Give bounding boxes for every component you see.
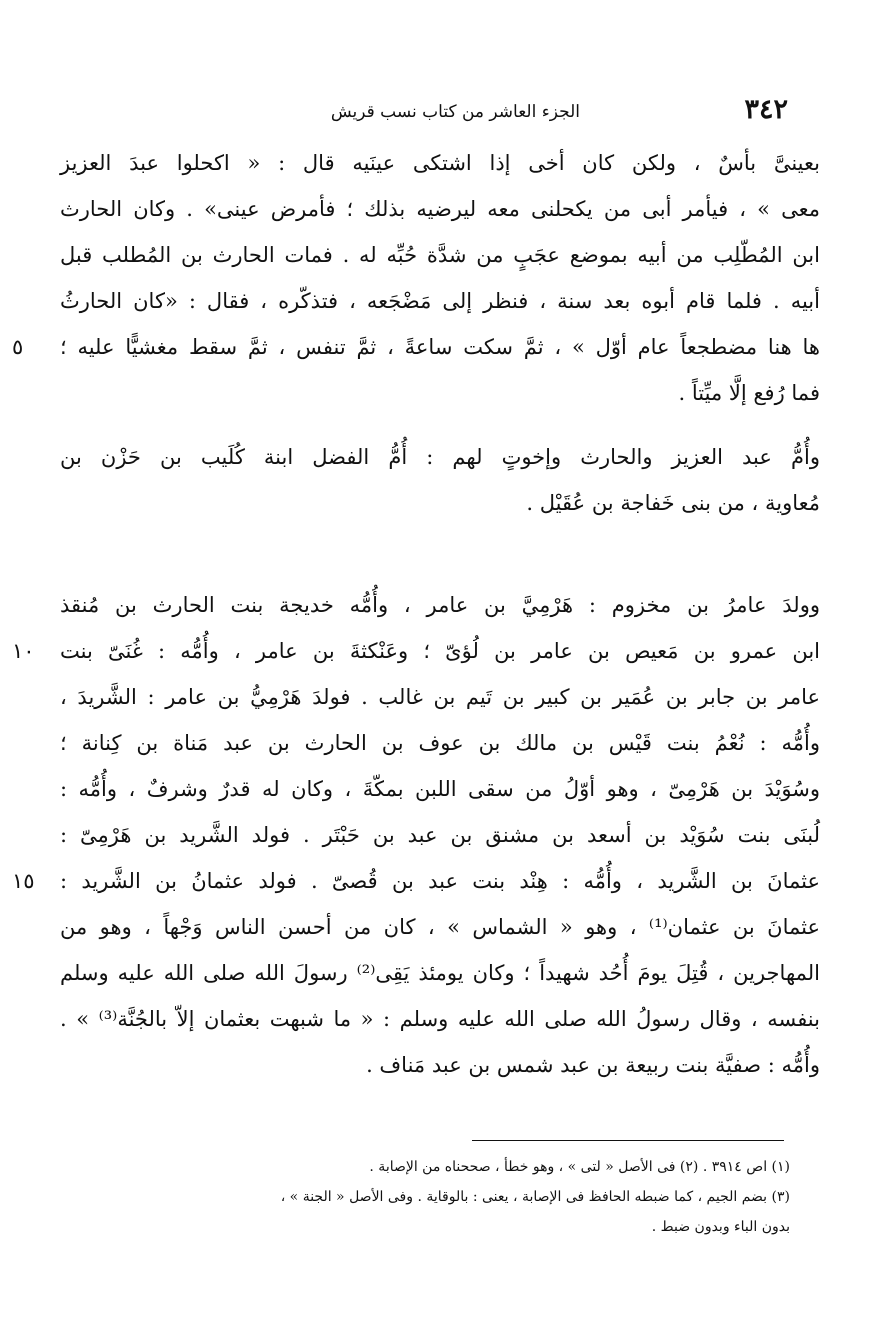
text-line: وسُوَيْدَ بن هَرْمِىّ ، وهو أوّلُ من سقى اللبن بمكّةَ ، وكان له قدرٌ وشرفٌ ، وأُمُّه : xyxy=(60,777,820,801)
text-line: بنفسه ، وقال رسولُ الله صلى الله عليه وسلم : « ما شبهت بعثمان إلاّ بالجُنَّة⁽³⁾ » . xyxy=(60,1007,820,1031)
text-line: وأُمُّ عبد العزيز والحارث وإخوتٍ لهم : أُمُّ الفضل ابنة كُلَيب بن حَزْن بن xyxy=(60,445,820,469)
text-line: ٥ ها هنا مضطجعاً عام أوّل » ، ثمَّ سكت ساعةً ، ثمَّ تنفس ، ثمَّ سقط مغشيًّا عليه ؛ xyxy=(60,324,820,370)
footnotes xyxy=(100,1152,790,1242)
footnote: بدون الباء وبدون ضبط . xyxy=(651,1219,790,1235)
paragraph xyxy=(60,434,820,526)
text-line: ابن المُطّلِب من أبيه بموضع عجَبٍ من شدَّة حُبِّه له . فمات الحارث بن المُطلب قبل xyxy=(60,243,820,267)
text-line: عثمانَ بن عثمان⁽¹⁾ ، وهو « الشماس » ، كان من أحسن الناس وَجْهاً ، وهو من xyxy=(60,915,820,939)
line-number: ٥ xyxy=(12,335,24,359)
line-number: ١٥ xyxy=(12,869,35,893)
text-line: معى » ، فيأمر أبى من يكحلنى معه ليرضيه بذلك ؛ فأمرض عينى» . وكان الحارث xyxy=(60,197,820,221)
text-line: وأُمُّه : صفيَّة بنت ربيعة بن عبد شمس بن عبد مَناف . xyxy=(366,1053,820,1077)
text-line: المهاجرين ، قُتِلَ يومَ أُحُد شهيداً ؛ وكان يومئذ يَقِى⁽²⁾ رسولَ الله صلى الله عليه وسلم xyxy=(60,961,820,985)
paragraph xyxy=(12,140,820,416)
text-line: أبيه . فلما قام أبوه بعد سنة ، فنظر إلى مَضْجَعه ، فتذكّره ، فقال : «كان الحارثُ xyxy=(60,289,820,313)
text-line: لُبنَى بنت سُوَيْد بن أسعد بن مشنق بن عبد بن حَبْتَر . فولد الشَّريد بن هَرْمِىّ : xyxy=(60,823,820,847)
text-line: مُعاوية ، من بنى خَفاجة بن عُقَيْل . xyxy=(526,491,820,515)
text-line: وولدَ عامرُ بن مخزوم : هَرْمِيَّ بن عامر ، وأُمُّه خديجة بنت الحارث بن مُنقذ xyxy=(60,593,820,617)
text-line: بعينىَّ بأسٌ ، ولكن كان أخى إذا اشتكى عينَيه قال : « اكحلوا عبدَ العزيز xyxy=(60,151,820,175)
text-line: ١٠ ابن عمرو بن مَعيص بن عامر بن لُؤىّ ؛ وعَنْكثةَ بن عامر ، وأُمُّه : غُنَىّ بنت xyxy=(60,628,820,674)
footnote: (٣) بضم الجيم ، كما ضبطه الحافظ فى الإصابة ، يعنى : بالوقاية . وفى الأصل « الجنة » ، xyxy=(280,1189,790,1205)
page-header xyxy=(80,94,800,134)
text-line: وأُمُّه : نُعْمُ بنت قَيْس بن مالك بن عوف بن الحارث بن عبد مَناة بن كِنانة ؛ xyxy=(60,731,820,755)
text-line: عامر بن جابر بن عُمَير بن كبير بن تَيم بن غالب . فولدَ هَرْمِيُّ بن عامر : الشَّريدَ ، xyxy=(60,685,820,709)
line-number: ١٠ xyxy=(12,639,35,663)
footnote-separator xyxy=(472,1140,784,1141)
running-title: الجزء العاشر من كتاب نسب قريش xyxy=(330,102,580,122)
text-line: فما رُفع إلَّا ميِّتاً . xyxy=(678,381,820,405)
paragraph xyxy=(12,582,820,1088)
text-line: ١٥ عثمانَ بن الشَّريد ، وأُمُّه : هِنْد بنت عبد بن قُصىّ . فولد عثمانُ بن الشَّريد : xyxy=(60,858,820,904)
page-number: ٣٤٢ xyxy=(744,94,788,125)
body-text xyxy=(12,140,820,1088)
footnote: (١) اص ٣٩١٤ . (٢) فى الأصل « لتى » ، وهو خطأ ، صححناه من الإصابة . xyxy=(369,1159,790,1175)
